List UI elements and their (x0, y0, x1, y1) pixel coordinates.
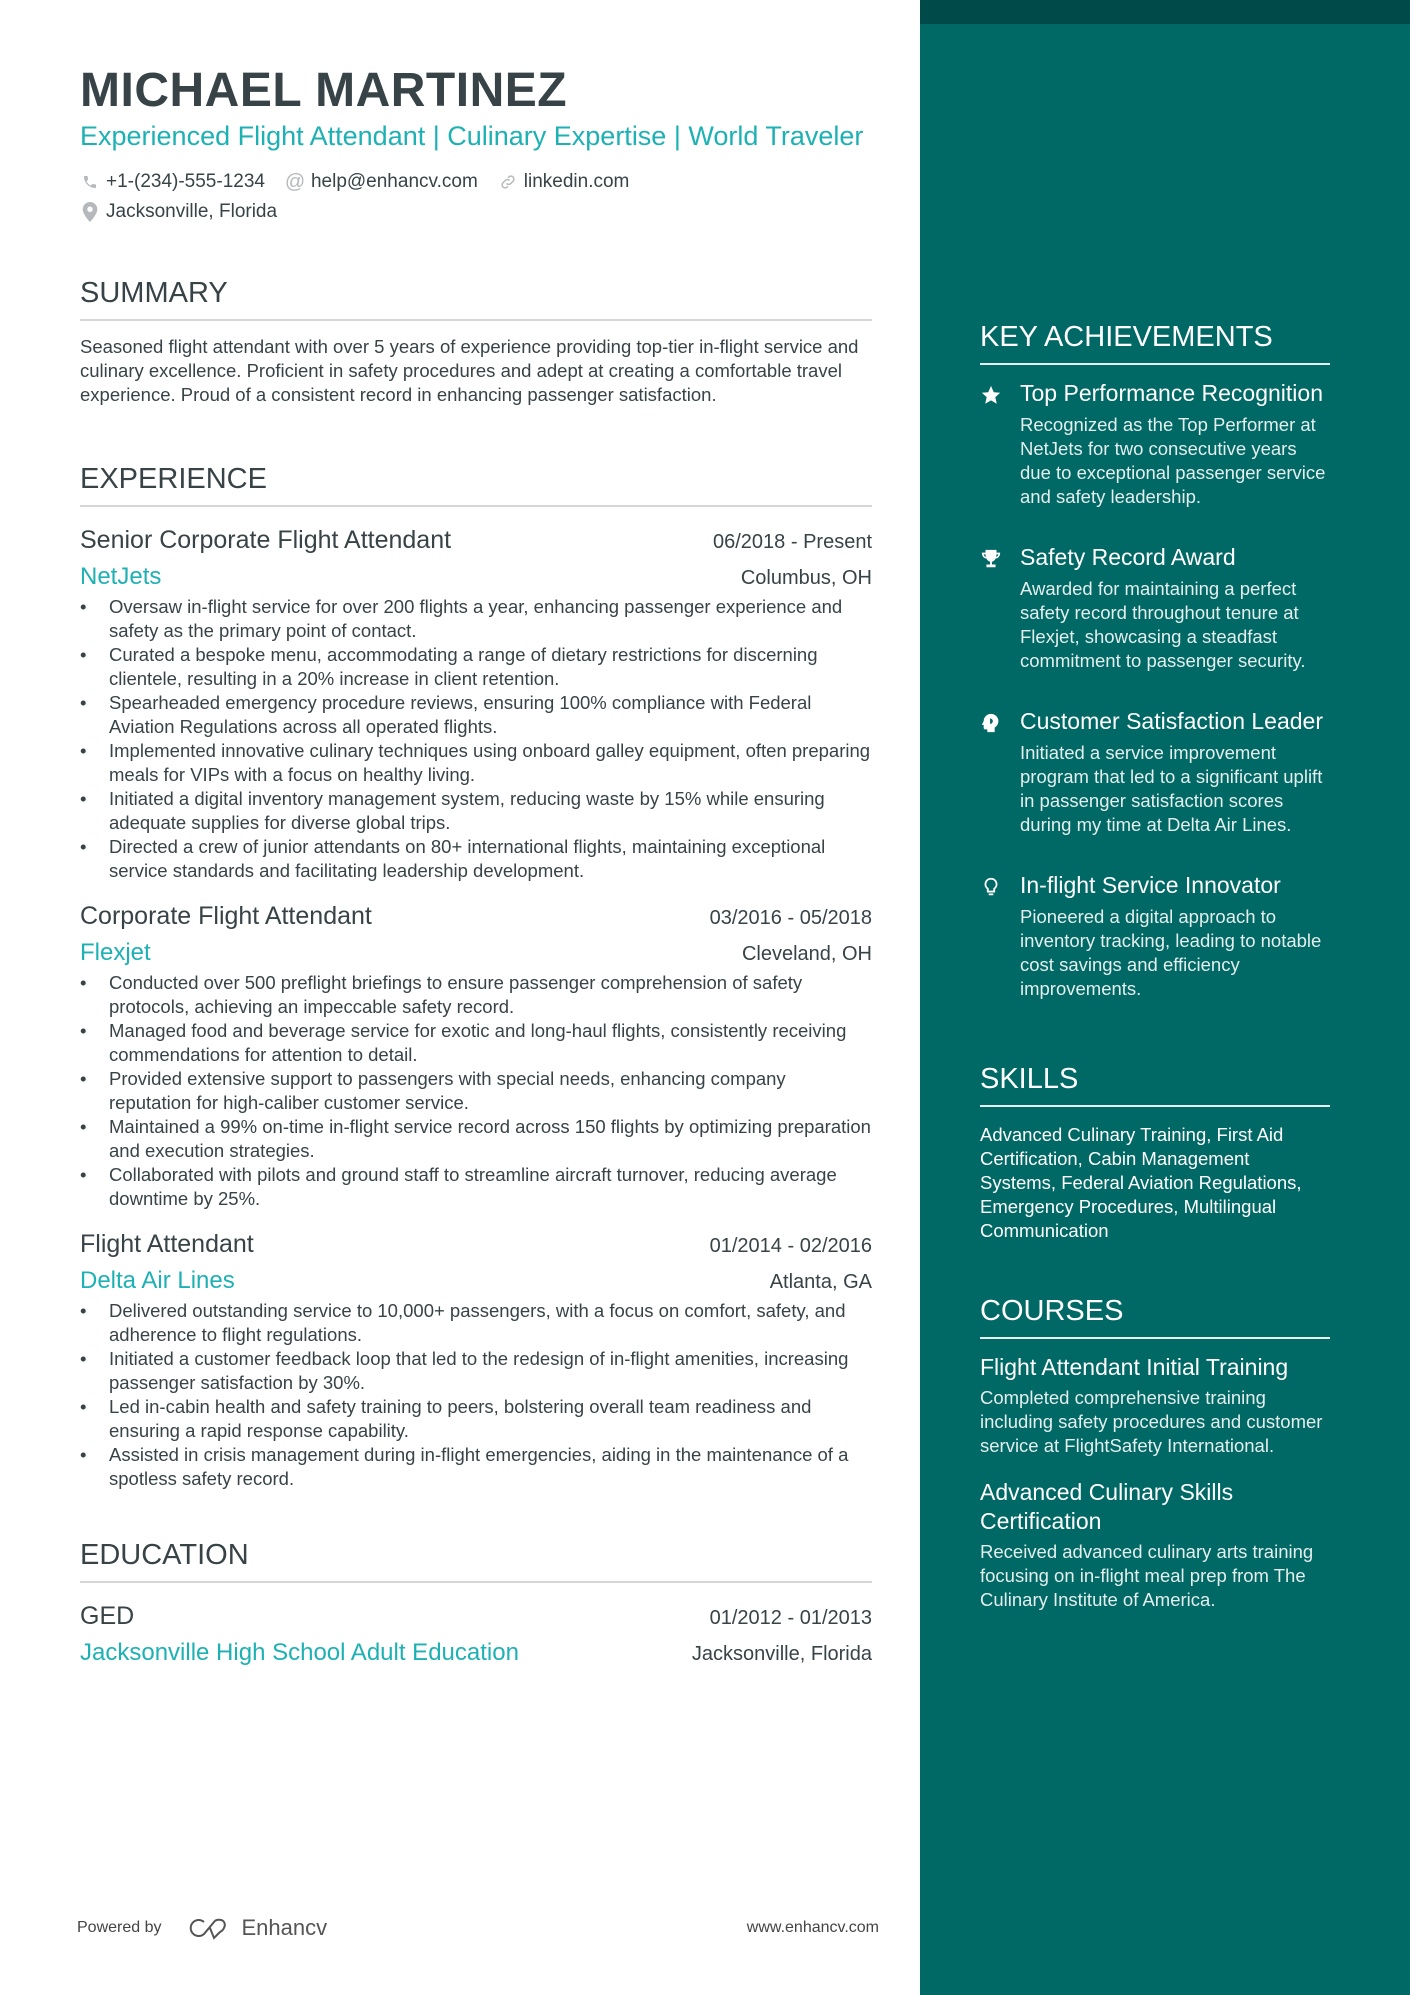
achievement-body (1020, 707, 1330, 855)
education-dates: 01/2012 - 01/2013 (709, 1607, 872, 1629)
achievement-title: Top Performance Recognition (1020, 380, 1323, 406)
bullet-item: • Maintained a 99% on-time in-flight service record across 150 flights by optimizing preparation and execution strategies. (80, 1115, 872, 1163)
job-subheader (80, 561, 872, 593)
link-icon (498, 172, 518, 192)
bullet-item: • Collaborated with pilots and ground staff to streamline aircraft turnover, reducing average downtime by 25%. (80, 1163, 872, 1211)
education-heading: EDUCATION (80, 1537, 872, 1583)
course-title: Advanced Culinary Skills Certification (980, 1479, 1234, 1534)
job-entry (80, 1227, 872, 1491)
summary-text: Seasoned flight attendant with over 5 years of experience providing top-tier in-flight service and culinary excellence. Proficient in safety procedures and adept at creating a comfortable travel experience. Proud of a consistent record in enhancing passenger satisfaction. (80, 336, 859, 405)
powered-by: Powered by (77, 1919, 162, 1936)
education-entry (80, 1599, 872, 1669)
achievement-desc: Recognized as the Top Performer at NetJets for two consecutive years due to exceptional passenger service and safety leadership. (1020, 414, 1326, 507)
achievement-title: Safety Record Award (1020, 544, 1236, 570)
headline: Experienced Flight Attendant | Culinary Expertise | World Traveler (80, 121, 864, 151)
enhancv-logo[interactable] (188, 1915, 328, 1941)
job-subheader (80, 937, 872, 969)
summary-heading: SUMMARY (80, 275, 872, 321)
job-title: Senior Corporate Flight Attendant (80, 526, 452, 554)
bullet-item: • Conducted over 500 preflight briefings to ensure passenger comprehension of safety protocols, achieving an impeccable safety record. (80, 971, 872, 1019)
footer-url[interactable]: www.enhancv.com (746, 1919, 879, 1936)
achievement-desc: Pioneered a digital approach to inventory tracking, leading to notable cost savings and efficiency improvements. (1020, 906, 1322, 999)
contact-info (80, 167, 872, 227)
job-bullets (80, 971, 872, 1211)
course-desc: Completed comprehensive training including safety procedures and customer service at FlightSafety International. (980, 1387, 1323, 1456)
trophy-icon (980, 543, 1020, 691)
lightbulb-icon (980, 871, 1020, 1019)
achievement-item (980, 871, 1330, 1019)
job-location: Cleveland, OH (741, 943, 872, 965)
phone[interactable]: +1-(234)-555-1234 (106, 171, 265, 192)
bullet-item: • Managed food and beverage service for exotic and long-haul flights, consistently receiving commendations for attention to detail. (80, 1019, 872, 1067)
job-location: Columbus, OH (740, 567, 872, 589)
experience-list (80, 523, 872, 1491)
brand-name: Enhancv (241, 1915, 328, 1940)
job-header (80, 1227, 872, 1261)
achievements-list (980, 379, 1330, 1019)
experience-heading: EXPERIENCE (80, 461, 872, 507)
education-location: Jacksonville, Florida (691, 1643, 872, 1665)
star-icon (980, 379, 1020, 527)
bullet-item: • Directed a crew of junior attendants on 80+ international flights, maintaining exceptional service standards and facilitating leadership development. (80, 835, 872, 883)
head-icon (980, 707, 1020, 855)
location: Jacksonville, Florida (106, 201, 278, 222)
bullet-item: • Assisted in crisis management during in-flight emergencies, aiding in the maintenance of a spotless safety record. (80, 1443, 872, 1491)
job-bullets (80, 1299, 872, 1491)
courses-list (980, 1353, 1330, 1612)
job-entry (80, 523, 872, 883)
achievement-body (1020, 871, 1330, 1019)
achievements-heading: KEY ACHIEVEMENTS (980, 319, 1330, 365)
bullet-item: • Initiated a digital inventory management system, reducing waste by 15% while ensuring adequate supplies for diverse global trips. (80, 787, 872, 835)
bullet-item: • Provided extensive support to passengers with special needs, enhancing company reputation for high-caliber customer service. (80, 1067, 872, 1115)
sidebar (920, 0, 1410, 1995)
achievement-body (1020, 543, 1330, 691)
achievement-item (980, 707, 1330, 855)
main-column (80, 62, 872, 1669)
job-subheader (80, 1265, 872, 1297)
linkedin-link[interactable]: linkedin.com (523, 171, 630, 192)
job-location: Atlanta, GA (769, 1271, 872, 1293)
at-icon: @ (284, 171, 306, 193)
school: Jacksonville High School Adult Education (80, 1639, 519, 1666)
company-name: Flexjet (80, 939, 151, 966)
achievement-item (980, 379, 1330, 527)
bullet-item: • Curated a bespoke menu, accommodating a range of dietary restrictions for discerning clientele, resulting in a 20% increase in client retention. (80, 643, 872, 691)
phone-icon (80, 172, 100, 192)
job-dates: 01/2014 - 02/2016 (709, 1235, 872, 1257)
job-title: Corporate Flight Attendant (80, 902, 372, 930)
degree: GED (80, 1602, 135, 1630)
bullet-item: • Delivered outstanding service to 10,000+ passengers, with a focus on comfort, safety, and adherence to flight regulations. (80, 1299, 872, 1347)
job-dates: 03/2016 - 05/2018 (709, 907, 872, 929)
bullet-item: • Initiated a customer feedback loop that led to the redesign of in-flight amenities, increasing passenger satisfaction by 30%. (80, 1347, 872, 1395)
job-dates: 06/2018 - Present (713, 531, 872, 553)
course-title: Flight Attendant Initial Training (980, 1354, 1289, 1380)
course-desc: Received advanced culinary arts training focusing on in-flight meal prep from The Culinary Institute of America. (980, 1541, 1314, 1610)
company-name: Delta Air Lines (80, 1267, 235, 1294)
enhancv-logo-icon (188, 1916, 234, 1940)
achievement-desc: Awarded for maintaining a perfect safety record throughout tenure at Flexjet, showcasing a steadfast commitment to passenger security. (1020, 578, 1306, 671)
job-bullets (80, 595, 872, 883)
job-entry (80, 899, 872, 1211)
bullet-item: • Spearheaded emergency procedure reviews, ensuring 100% compliance with Federal Aviation Regulations across all operated flights. (80, 691, 872, 739)
achievement-title: In-flight Service Innovator (1020, 872, 1281, 898)
email[interactable]: help@enhancv.com (310, 171, 478, 192)
job-title: Flight Attendant (80, 1230, 254, 1258)
achievement-title: Customer Satisfaction Leader (1020, 708, 1323, 734)
job-header (80, 523, 872, 557)
location-pin-icon (80, 202, 100, 222)
bullet-item: • Oversaw in-flight service for over 200 flights a year, enhancing passenger experience and safety as the primary point of contact. (80, 595, 872, 643)
sidebar-top-band (920, 0, 1410, 24)
achievement-body (1020, 379, 1330, 527)
courses-heading: COURSES (980, 1293, 1330, 1339)
job-header (80, 899, 872, 933)
company-name: NetJets (80, 563, 162, 590)
bullet-item: • Led in-cabin health and safety training to peers, bolstering overall team readiness and ensuring a rapid response capability. (80, 1395, 872, 1443)
skills-text: Advanced Culinary Training, First Aid Certification, Cabin Management Systems, Federal Aviation Regulations, Emergency Procedures, Multilingual Communication (980, 1124, 1302, 1241)
achievement-item (980, 543, 1330, 691)
candidate-name: MICHAEL MARTINEZ (80, 64, 568, 117)
achievement-desc: Initiated a service improvement program that led to a significant uplift in passenger satisfaction scores during my time at Delta Air Lines. (1020, 742, 1323, 835)
skills-heading: SKILLS (980, 1061, 1330, 1107)
footer (77, 1915, 879, 1941)
bullet-item: • Implemented innovative culinary techniques using onboard galley equipment, often preparing meals for VIPs with a focus on healthy living. (80, 739, 872, 787)
